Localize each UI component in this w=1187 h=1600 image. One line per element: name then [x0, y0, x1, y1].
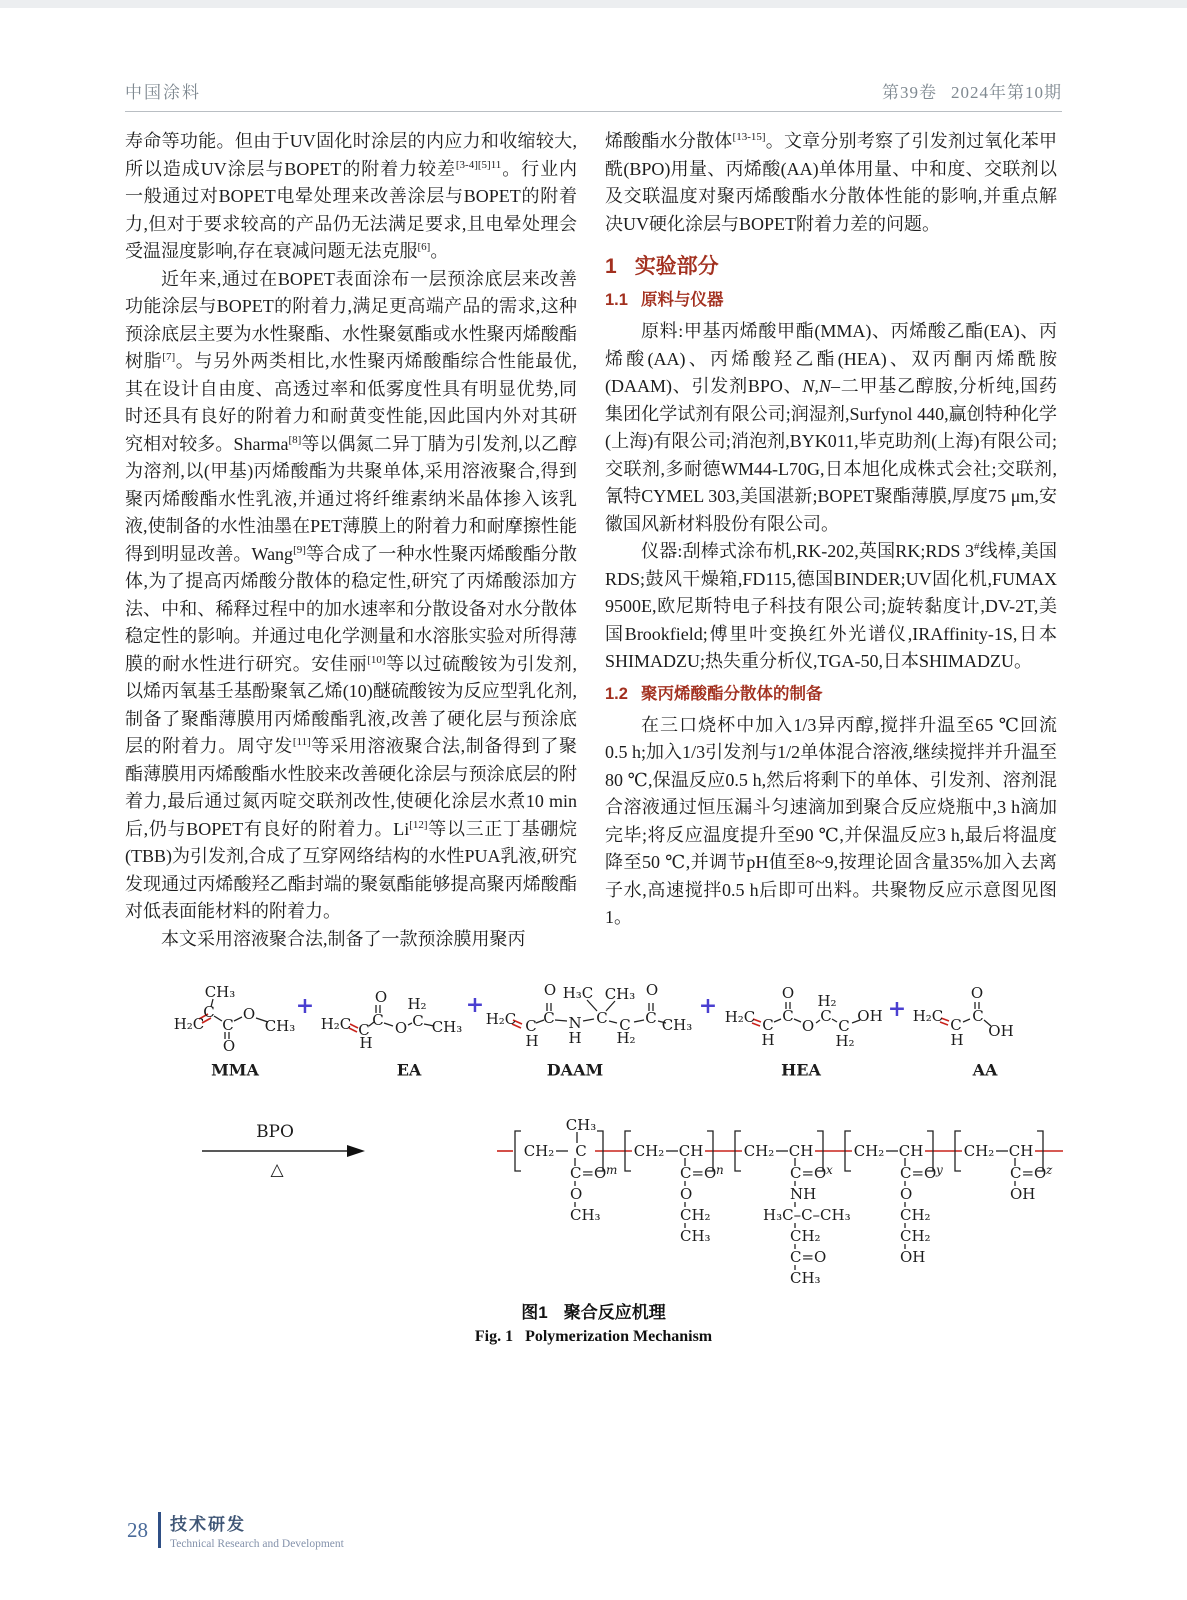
paragraph: [605, 538, 1057, 676]
side-atom: C=O: [570, 1164, 607, 1182]
backbone-atom: C: [575, 1142, 587, 1160]
footer-section: [170, 1510, 344, 1550]
side-atom: CH₂: [900, 1206, 931, 1224]
footer-section-en: Technical Research and Development: [170, 1538, 344, 1550]
atom: CH₃: [264, 1017, 296, 1035]
atom: O: [543, 981, 557, 999]
paragraph: [125, 926, 577, 954]
backbone-atom: CH₂: [963, 1142, 995, 1160]
backbone-atom: CH₂: [633, 1142, 665, 1160]
side-atom: C=O: [790, 1164, 827, 1182]
side-atom: CH₃: [570, 1206, 601, 1224]
atom: O: [222, 1037, 236, 1055]
figure-title-en: Polymerization Mechanism: [525, 1328, 713, 1345]
side-atom: CH₃: [680, 1227, 711, 1245]
repeat-subscript: z: [1046, 1163, 1053, 1177]
atom: C: [762, 1016, 774, 1034]
text-segment: 等以偶氮二异丁腈为引发剂,以乙醇为溶剂,以(甲基)丙烯酸酯为共聚单体,采用溶液聚合,得到聚丙烯酸酯水性乳液,并通过将纤维素纳米晶体掺入该乳液,使制备的水性油墨在PET薄膜上的附着力和耐摩擦性能得到明显改善。Wang: [125, 433, 578, 564]
atom: C: [820, 1007, 832, 1025]
side-atom: CH₂: [680, 1206, 711, 1224]
atom: C: [782, 1007, 794, 1025]
text-segment: 仪器:刮棒式涂布机,RK-202,英国RK;RDS 3: [641, 541, 975, 561]
text-segment: 烯酸酯水分散体: [605, 131, 733, 151]
monomer-mma: [174, 983, 296, 1080]
figure-title-zh: 聚合反应机理: [563, 1303, 666, 1322]
paragraph: [125, 266, 577, 926]
atom: H: [568, 1029, 582, 1047]
atom: N: [568, 1014, 582, 1032]
figure-caption-zh: [125, 1298, 1062, 1323]
section-heading-1-1: [605, 288, 1057, 312]
backbone-atom: CH: [898, 1142, 924, 1160]
ref-superscript: [8]: [288, 433, 302, 446]
text-segment: 本文采用溶液聚合法,制备了一款预涂膜用聚丙: [161, 928, 526, 949]
atom: OH: [857, 1007, 883, 1025]
backbone-atom: CH₂: [523, 1142, 555, 1160]
section-number: 1: [605, 255, 617, 278]
page-number: 28: [127, 1517, 148, 1542]
atom: CH₃: [604, 985, 636, 1003]
repeat-unit-m: [515, 1116, 617, 1224]
atom: OH: [988, 1022, 1014, 1040]
section-heading-1-2: [605, 682, 1057, 706]
side-atom: CH₂: [790, 1227, 821, 1245]
atom: C: [619, 1016, 631, 1034]
polymer-chain: [497, 1116, 1063, 1287]
repeat-subscript: y: [936, 1163, 943, 1177]
plus-sign: +: [698, 993, 718, 1019]
atom: H₂: [407, 995, 427, 1013]
paragraph: [605, 128, 1057, 238]
text-segment: 。文章分别考察了引发剂过氧化苯甲酰(BPO)用量、丙烯酸(AA)单体用量、中和度、交联剂以及交联温度对聚丙烯酸酯水分散体性能的影响,并重点解决UV硬化涂层与BOPET附着力差的问题。: [605, 131, 1058, 234]
monomer-name: MMA: [211, 1060, 259, 1080]
backbone-atom: CH₂: [743, 1142, 775, 1160]
atom: C: [838, 1017, 850, 1035]
monomer-name: DAAM: [546, 1060, 604, 1080]
atom: O: [242, 1005, 256, 1023]
atom: H₃C: [562, 984, 594, 1002]
volume: 第39卷: [882, 83, 937, 102]
atom: O: [970, 984, 984, 1002]
repeat-subscript: m: [606, 1163, 618, 1177]
side-atom: CH₃: [790, 1269, 821, 1287]
figure-number-en: Fig. 1: [474, 1328, 514, 1345]
monomer-name: AA: [972, 1060, 998, 1080]
column-left: [125, 128, 577, 953]
monomer-name: HEA: [781, 1060, 821, 1080]
backbone-atom: CH: [788, 1142, 814, 1160]
section-heading-1: [605, 254, 1057, 280]
reaction-arrow: [202, 1122, 365, 1180]
atom: C: [596, 1009, 608, 1027]
body-columns: [125, 128, 1062, 953]
ref-superscript: [13-15]: [732, 131, 766, 143]
atom: C: [358, 1021, 370, 1039]
atom: H: [525, 1032, 539, 1050]
monomer-name: EA: [396, 1060, 422, 1080]
atom: C: [412, 1012, 424, 1030]
side-atom: O: [900, 1185, 913, 1203]
text-segment: 等合成了一种水性聚丙烯酸酯分散体,为了提高丙烯酸分散体的稳定性,研究了丙烯酸添加方法、中和、稀释过程中的加水速率和分散设备对水分散体稳定性的影响。并通过电化学测量和水溶胀实验对所得薄膜的耐水性进行研究。安佳丽: [125, 543, 577, 674]
atom: H₂C: [912, 1007, 944, 1025]
footer-section-zh: 技术研发: [170, 1515, 246, 1534]
repeat-subscript: x: [826, 1163, 833, 1177]
page-header: [125, 0, 1062, 103]
ref-superscript: [7]: [162, 351, 176, 363]
backbone-atom: CH: [678, 1142, 704, 1160]
text-segment: 。与另外两类相比,水性聚丙烯酸酯综合性能最优,其在设计自由度、高透过率和低雾度性具有明显优势,同时还具有良好的附着力和耐黄变性能,因此国内外对其研究相对较多。Sharma: [125, 351, 578, 454]
section-title: 聚丙烯酸酯分散体的制备: [640, 684, 823, 703]
hash-superscript: #: [974, 541, 980, 553]
text-segment: 寿命等功能。但由于UV固化时涂层的内应力和收缩较大,所以造成UV涂层与BOPET的附着力较差: [125, 131, 577, 179]
atom: CH₃: [661, 1016, 693, 1034]
text-segment: 线棒,美国RDS;鼓风干燥箱,FD115,德国BINDER;UV固化机,FUMAX 9500E,欧尼斯特电子科技有限公司;旋转黏度计,DV-2T,美国Brookfield;傅里叶变换红外光谱仪,IRAffinity-1S,日本SHIMADZU;热失重分析仪,TGA-50,日本SHIMADZU。: [605, 541, 1057, 671]
monomer-hea: [725, 984, 883, 1080]
atom: O: [801, 1017, 815, 1035]
atom: H: [761, 1031, 775, 1049]
header-rule: [125, 111, 1062, 112]
side-atom: C=O: [680, 1164, 717, 1182]
atom: O: [781, 984, 795, 1002]
text-segment: –二甲基乙醇胺,分析纯,国药集团化学试剂有限公司;润湿剂,Surfynol 440,赢创特种化学(上海)有限公司;消泡剂,BYK011,毕克助剂(上海)有限公司;交联剂,多耐德WM44-L70G,日本旭化成株式会社;交联剂,氰特CYMEL 303,美国湛新;BOPET聚酯薄膜,厚度75 μm,安徽国风新材料股份有限公司。: [605, 376, 1057, 534]
text-segment: 等以三正丁基硼烷(TBB)为引发剂,合成了互穿网络结构的水性PUA乳液,研究发现通过丙烯酸羟乙酯封端的聚氨酯能够提高聚丙烯酸酯对低表面能材料的附着力。: [125, 818, 578, 921]
atom: H₂C: [320, 1015, 352, 1033]
side-atom: OH: [1010, 1185, 1036, 1203]
arrow-head: [347, 1145, 365, 1157]
atom: C: [372, 1011, 384, 1029]
text-segment-italic: N,N: [802, 376, 831, 396]
text-segment: 在三口烧杯中加入1/3异丙醇,搅拌升温至65 ℃回流0.5 h;加入1/3引发剂与1/2单体混合溶液,继续搅拌并升温至80 ℃,保温反应0.5 h,然后将剩下的单体、引发剂、溶剂混合溶液通过恒压漏斗匀速滴加到聚合反应烧瓶中,3 h滴加完毕;将反应温度提升至90 ℃,并保温反应3 h,最后将温度降至50 ℃,并调节pH值至8~9,按理论固含量35%加入去离子水,高速搅拌0.5 h后即可出料。共聚物反应示意图见图1。: [605, 714, 1057, 927]
side-atom: C=O: [1010, 1164, 1047, 1182]
side-atom: OH: [900, 1248, 926, 1266]
atom: H: [359, 1034, 373, 1052]
paragraph: [605, 318, 1057, 538]
ref-superscript: [3-4][5]11: [455, 158, 502, 171]
side-atom: H₃C–C–CH₃: [763, 1206, 851, 1224]
side-atom: C=O: [900, 1164, 937, 1182]
atom: H₂C: [724, 1008, 756, 1026]
figure-1-polymerization: [125, 959, 1062, 1346]
atom: H₂: [817, 992, 837, 1010]
monomer-daam: [486, 981, 693, 1080]
section-title: 原料与仪器: [640, 291, 724, 309]
atom: O: [394, 1019, 408, 1037]
repeat-unit-x: [735, 1131, 851, 1287]
monomer-aa: [913, 984, 1014, 1080]
text-segment: 。行业内一般通过对BOPET电晕处理来改善涂层与BOPET的附着力,但对于要求较高的产品仍无法满足要求,且电晕处理会受温湿度影响,存在衰减问题无法克服: [125, 158, 577, 261]
ref-superscript: [11]: [292, 736, 311, 748]
ref-superscript: [9]: [293, 543, 306, 556]
section-number: 1.1: [605, 291, 628, 309]
plus-sign: +: [887, 996, 907, 1022]
side-atom: CH₂: [900, 1227, 931, 1245]
side-atom: O: [680, 1185, 693, 1203]
journal-name: 中国涂料: [125, 83, 201, 102]
atom: C: [543, 1009, 555, 1027]
text-segment: 近年来,通过在BOPET表面涂布一层预涂底层来改善功能涂层与BOPET的附着力,满足更高端产品的需求,这种预涂底层主要为水性聚酯、水性聚氨酯或水性聚丙烯酸酯树脂: [125, 268, 577, 371]
text-segment: 等采用溶液聚合法,制备得到了聚酯薄膜用丙烯酸酯水性胶来改善硬化涂层与预涂底层的附着力,最后通过氮丙啶交联剂改性,使硬化涂层水煮10 min后,仍与BOPET有良好的附着力。Li: [125, 736, 578, 839]
atom: H₂C: [485, 1010, 517, 1028]
section-title: 实验部分: [634, 255, 719, 278]
atom: O: [374, 988, 388, 1006]
ref-superscript: [12]: [409, 818, 428, 831]
ref-superscript: [6]: [417, 241, 431, 253]
side-atom: CH₃: [565, 1116, 597, 1134]
repeat-unit-n: [625, 1131, 724, 1245]
column-right: [605, 128, 1057, 953]
atom: H₂C: [173, 1015, 205, 1033]
text-segment: 原料:甲基丙烯酸甲酯(MMA)、丙烯酸乙酯(EA)、丙烯酸(AA)、丙烯酸羟乙酯(HEA)、双丙酮丙烯酰胺(DAAM)、引发剂BPO、: [605, 321, 1057, 396]
reaction-scheme: [125, 959, 1063, 1294]
backbone-atom: CH: [1008, 1142, 1034, 1160]
atom: CH₃: [204, 983, 236, 1001]
text-segment: 等以过硫酸铵为引发剂,以烯丙氧基壬基酚聚氧乙烯(10)醚硫酸铵为反应型乳化剂,制备了聚酯薄膜用丙烯酸酯乳液,改善了硬化层与预涂底层的附着力。周守发: [125, 653, 577, 756]
side-atom: O: [570, 1185, 583, 1203]
atom: H₂: [616, 1029, 636, 1047]
atom: C: [525, 1017, 537, 1035]
monomer-ea: [321, 988, 463, 1080]
plus-sign: +: [295, 993, 315, 1019]
page-footer: [127, 1510, 344, 1550]
paragraph: [605, 712, 1057, 932]
initiator-label: BPO: [256, 1122, 294, 1142]
atom: C: [645, 1009, 657, 1027]
atom: H: [950, 1031, 964, 1049]
atom: H₂: [835, 1032, 855, 1050]
repeat-subscript: n: [716, 1163, 724, 1177]
atom: C: [203, 1003, 215, 1021]
figure-number-zh: 图1: [521, 1303, 548, 1322]
side-atom: NH: [790, 1185, 817, 1203]
footer-divider-bar: [158, 1512, 161, 1548]
text-segment: 。: [430, 241, 449, 261]
plus-sign: +: [465, 992, 485, 1018]
issue-number: 2024年第10期: [951, 83, 1062, 102]
backbone-atom: CH₂: [853, 1142, 885, 1160]
atom: C: [222, 1016, 234, 1034]
repeat-unit-z: [955, 1131, 1053, 1203]
atom: CH₃: [431, 1018, 463, 1036]
heat-symbol: △: [270, 1160, 284, 1180]
side-atom: C=O: [790, 1248, 827, 1266]
figure-caption: [125, 1298, 1062, 1346]
paragraph: [125, 128, 577, 266]
atom: C: [972, 1007, 984, 1025]
atom: C: [950, 1016, 962, 1034]
issue-info: [868, 78, 1062, 103]
atom: O: [645, 981, 659, 999]
section-number: 1.2: [605, 684, 628, 703]
figure-caption-en: [125, 1328, 1062, 1346]
page-edge: [0, 0, 1187, 8]
ref-superscript: [10]: [367, 653, 386, 666]
